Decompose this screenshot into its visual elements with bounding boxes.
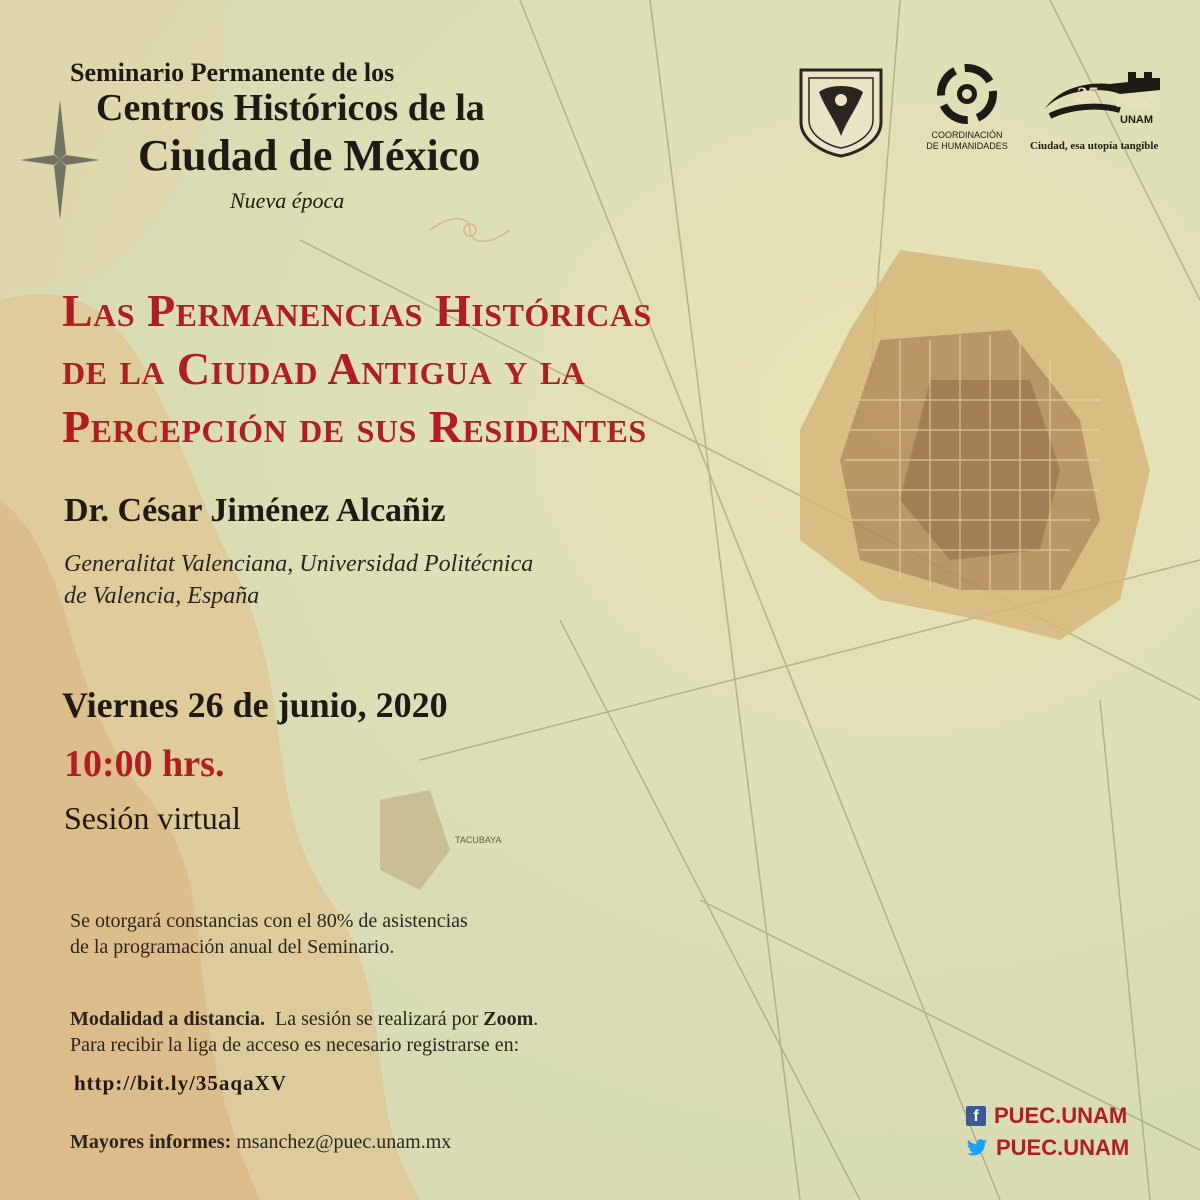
affiliation-line-2: de Valencia, España bbox=[64, 583, 260, 609]
coordinacion-logo-icon bbox=[937, 64, 997, 124]
mode-bold: Modalidad a distancia. bbox=[70, 1008, 266, 1030]
mode-dot: . bbox=[533, 1008, 539, 1030]
info-email[interactable]: msanchez@puec.unam.mx bbox=[231, 1131, 452, 1153]
title-line-3: Percepción de sus Residentes bbox=[62, 401, 647, 452]
facebook-link[interactable] bbox=[966, 1103, 1166, 1129]
series-line-3: Ciudad de México bbox=[138, 131, 481, 180]
puec-tagline: Ciudad, esa utopía tangible bbox=[1030, 140, 1159, 152]
twitter-icon bbox=[966, 1138, 988, 1158]
coordinacion-label bbox=[912, 130, 1022, 152]
info-line bbox=[70, 1131, 690, 1154]
certificate-line-2: de la programación anual del Seminario. bbox=[70, 936, 395, 958]
twitter-handle: PUEC.UNAM bbox=[996, 1135, 1130, 1160]
facebook-handle: PUEC.UNAM bbox=[994, 1103, 1128, 1128]
speaker-name: Dr. César Jiménez Alcañiz bbox=[64, 492, 446, 529]
series-subtitle: Nueva época bbox=[230, 188, 345, 213]
event-session-type: Sesión virtual bbox=[64, 800, 241, 836]
event-time: 10:00 hrs. bbox=[64, 743, 225, 785]
mode-zoom: Zoom bbox=[483, 1008, 534, 1030]
registration-link[interactable]: http://bit.ly/35aqaXV bbox=[74, 1071, 287, 1095]
mode-text: La sesión se realizará por bbox=[265, 1008, 484, 1030]
puec-number: 25 bbox=[1076, 82, 1098, 107]
certificate-note bbox=[70, 908, 690, 960]
ornament-icon bbox=[430, 219, 510, 242]
series-line-1: Seminario Permanente de los bbox=[70, 58, 395, 87]
info-bold: Mayores informes: bbox=[70, 1131, 232, 1153]
certificate-line-1: Se otorgará constancias con el 80% de asistencias bbox=[70, 910, 468, 932]
coordinacion-line-1: COORDINACIÓN bbox=[931, 130, 1003, 140]
title-line-2: de la Ciudad Antigua y la bbox=[62, 343, 586, 394]
puec-name: PUEC bbox=[1116, 94, 1155, 110]
mode-line bbox=[70, 1006, 750, 1032]
facebook-icon: f bbox=[966, 1106, 986, 1126]
coordinacion-line-2: DE HUMANIDADES bbox=[926, 141, 1008, 151]
register-line: Para recibir la liga de acceso es necesario registrarse en: bbox=[70, 1034, 520, 1056]
puec-unam: UNAM bbox=[1120, 114, 1153, 126]
unam-crest-icon bbox=[795, 62, 887, 158]
title-line-1: Las Permanencias Históricas bbox=[62, 285, 652, 336]
map-label-tacubaya: TACUBAYA bbox=[455, 835, 502, 845]
mode-note bbox=[70, 1006, 750, 1058]
puec-logo bbox=[1040, 60, 1170, 150]
event-title bbox=[62, 282, 882, 456]
series-line-2: Centros Históricos de la bbox=[96, 87, 485, 129]
speaker-affiliation bbox=[64, 548, 704, 612]
event-date: Viernes 26 de junio, 2020 bbox=[62, 685, 448, 725]
affiliation-line-1: Generalitat Valenciana, Universidad Politécnica bbox=[64, 551, 534, 577]
twitter-link[interactable] bbox=[966, 1135, 1166, 1161]
